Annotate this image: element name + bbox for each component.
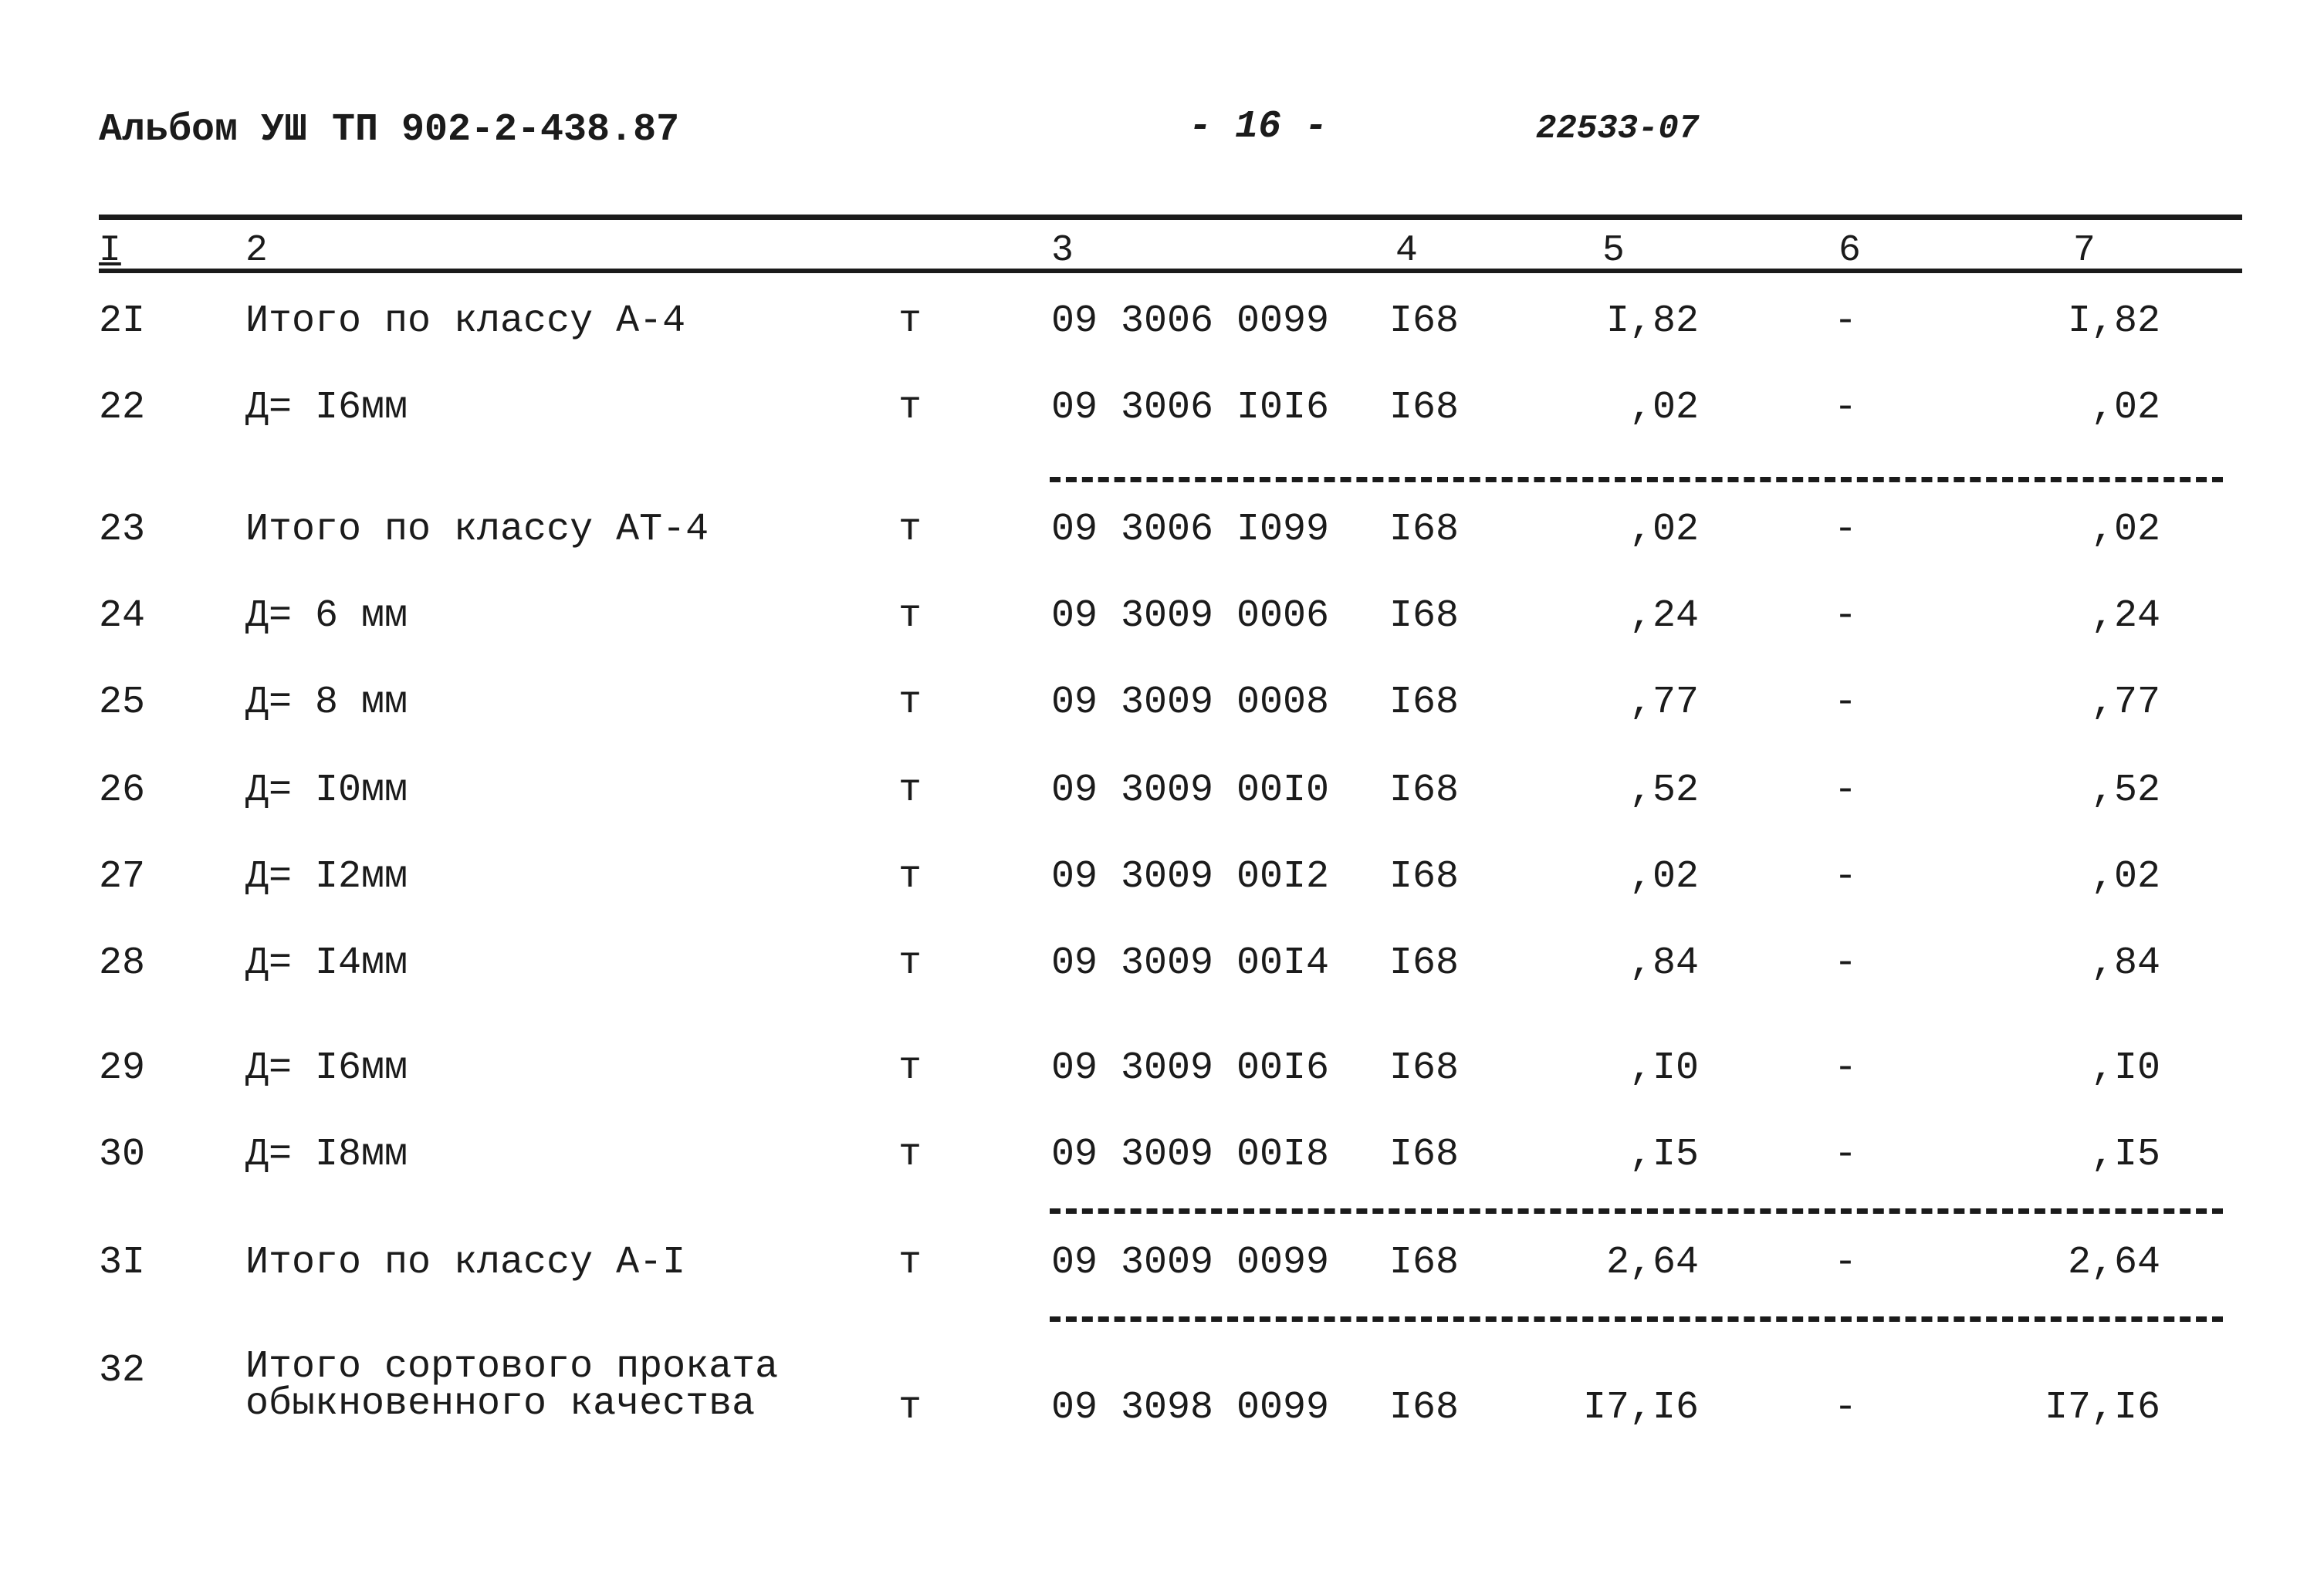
row-col4: I68	[1389, 681, 1460, 725]
row-code: 09 3098 0099	[1051, 1386, 1330, 1430]
row-number: 2I	[99, 299, 146, 343]
row-col6: -	[1834, 1133, 1858, 1177]
row-name-line-1: Итого сортового проката	[245, 1345, 779, 1389]
row-col7: ,52	[2090, 769, 2160, 813]
row-col5: I,82	[1605, 299, 1699, 343]
row-code: 09 3009 0008	[1051, 681, 1330, 725]
column-header-6: 6	[1839, 230, 1861, 272]
row-name: Д= I0мм	[245, 769, 408, 813]
row-col7: ,I5	[2090, 1133, 2160, 1177]
row-unit: т	[898, 855, 922, 899]
column-header-4: 4	[1395, 230, 1418, 272]
row-col7: ,02	[2090, 386, 2160, 430]
column-header-5: 5	[1602, 230, 1625, 272]
row-code: 09 3009 00I2	[1051, 855, 1330, 899]
table-top-rule	[99, 215, 2242, 220]
column-header-7: 7	[2073, 230, 2096, 272]
row-col5: ,52	[1629, 769, 1699, 813]
row-number: 29	[99, 1046, 146, 1090]
row-col4: I68	[1389, 1133, 1460, 1177]
page-number: - 16 -	[1189, 105, 1328, 149]
row-number: 3I	[99, 1241, 146, 1285]
row-col6: -	[1834, 941, 1858, 985]
album-label: Альбом УШ	[99, 108, 308, 152]
row-code: 09 3009 00I4	[1051, 941, 1330, 985]
row-col4: I68	[1389, 386, 1460, 430]
subtotal-divider	[1050, 1316, 2223, 1322]
row-code: 09 3009 0006	[1051, 594, 1330, 638]
row-unit: т	[898, 681, 922, 725]
row-name: Д= I8мм	[245, 1133, 408, 1177]
row-number: 23	[99, 508, 146, 552]
row-code: 09 3006 0099	[1051, 299, 1330, 343]
row-name: Итого по классу АТ-4	[245, 508, 709, 552]
subtotal-divider	[1050, 477, 2223, 482]
header-bottom-rule	[99, 269, 2242, 273]
row-number: 27	[99, 855, 146, 899]
row-name: Д= I6мм	[245, 386, 408, 430]
row-col6: -	[1834, 681, 1858, 725]
row-col6: -	[1834, 1241, 1858, 1285]
row-col7: ,24	[2090, 594, 2160, 638]
row-number: 28	[99, 941, 146, 985]
row-name: Д= 6 мм	[245, 594, 408, 638]
row-col5: ,77	[1629, 681, 1699, 725]
row-col4: I68	[1389, 941, 1460, 985]
row-col6: -	[1834, 299, 1858, 343]
row-name-line-2: обыкновенного качества	[245, 1382, 756, 1426]
row-col5: ,24	[1629, 594, 1699, 638]
row-col6: -	[1834, 855, 1858, 899]
row-col7: ,I0	[2090, 1046, 2160, 1090]
row-code: 09 3006 I0I6	[1051, 386, 1330, 430]
row-col7: ,02	[2090, 508, 2160, 552]
row-col6: -	[1834, 594, 1858, 638]
row-col5: ,I5	[1629, 1133, 1699, 1177]
row-unit: т	[898, 1046, 922, 1090]
row-col5: ,02	[1629, 855, 1699, 899]
row-number: 30	[99, 1133, 146, 1177]
project-code: ТП 902-2-438.87	[332, 108, 680, 152]
row-number: 26	[99, 769, 146, 813]
row-col5: ,84	[1629, 941, 1699, 985]
row-name: Д= 8 мм	[245, 681, 408, 725]
subtotal-divider	[1050, 1208, 2223, 1214]
row-number: 25	[99, 681, 146, 725]
row-unit: т	[898, 299, 922, 343]
row-code: 09 3009 0099	[1051, 1241, 1330, 1285]
row-code: 09 3009 00I6	[1051, 1046, 1330, 1090]
row-name: Д= I6мм	[245, 1046, 408, 1090]
row-col4: I68	[1389, 855, 1460, 899]
row-col4: I68	[1389, 1386, 1460, 1430]
row-col6: -	[1834, 386, 1858, 430]
row-col4: I68	[1389, 1046, 1460, 1090]
row-col7: ,77	[2090, 681, 2160, 725]
row-col6: -	[1834, 1046, 1858, 1090]
row-unit: т	[898, 769, 922, 813]
row-col4: I68	[1389, 769, 1460, 813]
row-col7: I7,I6	[2044, 1386, 2160, 1430]
row-col6: -	[1834, 508, 1858, 552]
row-col6: -	[1834, 769, 1858, 813]
row-col5: ,02	[1629, 508, 1699, 552]
row-name: Итого по классу А-4	[245, 299, 686, 343]
column-header-2: 2	[245, 230, 268, 272]
row-code: 09 3009 00I8	[1051, 1133, 1330, 1177]
row-code: 09 3006 I099	[1051, 508, 1330, 552]
row-col4: I68	[1389, 594, 1460, 638]
row-unit: т	[898, 508, 922, 552]
document-number: 22533-07	[1536, 110, 1700, 148]
row-col4: I68	[1389, 1241, 1460, 1285]
row-unit: т	[898, 1133, 922, 1177]
row-unit: т	[898, 386, 922, 430]
row-number: 32	[99, 1349, 146, 1393]
row-col7: 2,64	[2067, 1241, 2160, 1285]
row-number: 24	[99, 594, 146, 638]
row-name: Д= I4мм	[245, 941, 408, 985]
row-col7: ,84	[2090, 941, 2160, 985]
column-header-1: I	[99, 230, 121, 272]
row-col5: ,02	[1629, 386, 1699, 430]
row-number: 22	[99, 386, 146, 430]
row-name	[245, 1345, 779, 1426]
row-col4: I68	[1389, 299, 1460, 343]
row-col4: I68	[1389, 508, 1460, 552]
row-col6: -	[1834, 1386, 1858, 1430]
row-unit: т	[898, 1241, 922, 1285]
row-unit: т	[898, 1386, 922, 1430]
row-col7: I,82	[2067, 299, 2160, 343]
column-header-3: 3	[1051, 230, 1074, 272]
row-unit: т	[898, 594, 922, 638]
row-name: Итого по классу А-I	[245, 1241, 686, 1285]
row-unit: т	[898, 941, 922, 985]
row-code: 09 3009 00I0	[1051, 769, 1330, 813]
row-col7: ,02	[2090, 855, 2160, 899]
row-col5: I7,I6	[1582, 1386, 1699, 1430]
row-name: Д= I2мм	[245, 855, 408, 899]
row-col5: ,I0	[1629, 1046, 1699, 1090]
row-col5: 2,64	[1605, 1241, 1699, 1285]
